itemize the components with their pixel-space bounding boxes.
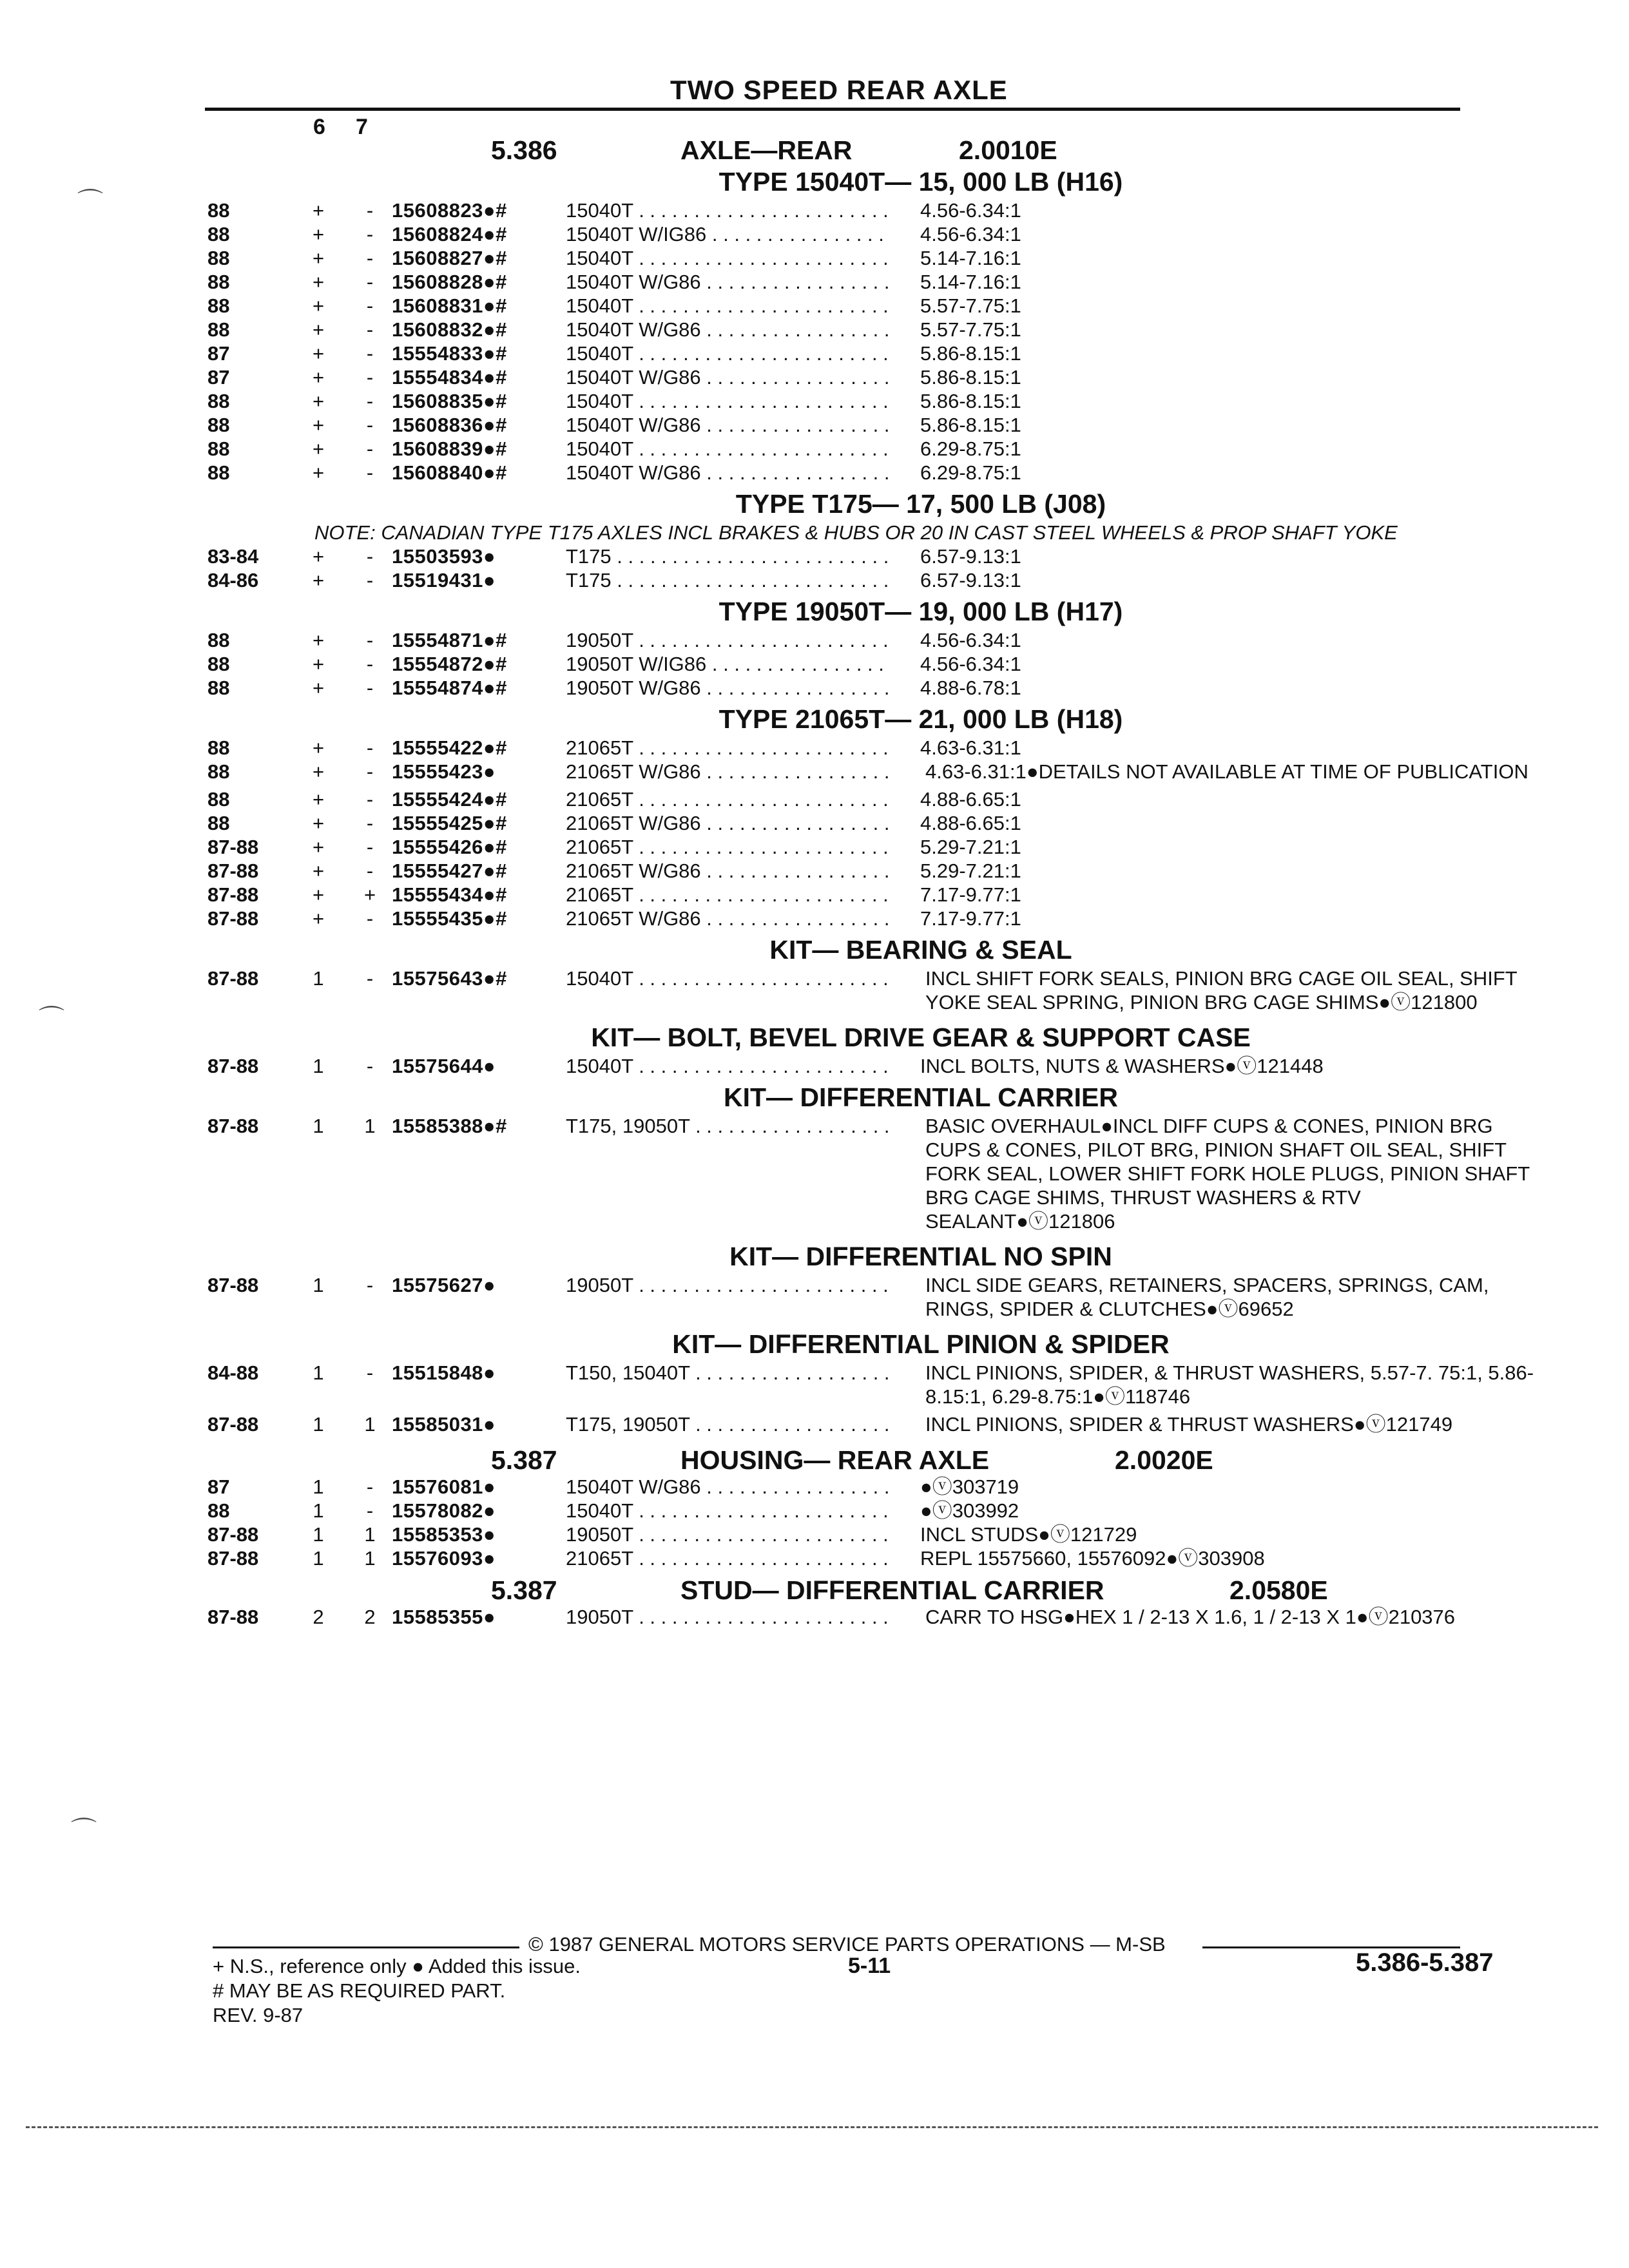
part-row [0, 341, 1629, 365]
part-number: 15554834●# [392, 366, 507, 389]
qty-col-7: - [366, 247, 374, 269]
model-year: 88 [207, 812, 230, 834]
qty-col-7: - [366, 967, 374, 990]
part-remarks: REPL 15575660, 15576092●ⓥ303908 [920, 1547, 1265, 1570]
part-row [0, 966, 1629, 1014]
part-remarks: 5.86-8.15:1 [920, 366, 1021, 389]
part-description: 19050T W/G86 . . . [566, 676, 891, 700]
qty-col-7: 1 [364, 1547, 376, 1570]
model-year: 87-88 [207, 1413, 259, 1436]
qty-col-7: - [366, 318, 374, 341]
part-number: 15555426●# [392, 836, 507, 858]
part-description: 15040T . . . [566, 437, 891, 461]
section-number: 5.386 [491, 135, 557, 165]
qty-col-7: - [366, 569, 374, 591]
qty-col-6: + [312, 366, 325, 389]
part-remarks: INCL BOLTS, NUTS & WASHERS●ⓥ121448 [920, 1055, 1324, 1077]
legend-ns-added: + N.S., reference only ● Added this issue. [213, 1955, 581, 1977]
qty-col-7: - [366, 788, 374, 811]
part-row [0, 389, 1629, 413]
qty-col-6: + [312, 414, 325, 436]
qty-col-7: - [366, 545, 374, 568]
subsection-heading: TYPE 19050T— 19, 000 LB (H17) [718, 597, 1123, 626]
model-year: 87-88 [207, 883, 259, 906]
qty-col-7: + [363, 883, 376, 906]
part-description: 15040T . . . [566, 341, 891, 365]
qty-col-6: 1 [313, 1361, 324, 1384]
section-number: 5.387 [491, 1445, 557, 1475]
qty-col-6: + [312, 461, 325, 484]
qty-col-6: + [312, 545, 325, 568]
qty-col-6: + [312, 653, 325, 675]
subsection-heading: TYPE 15040T— 15, 000 LB (H16) [718, 167, 1123, 197]
part-row [0, 222, 1629, 246]
part-row [0, 294, 1629, 318]
model-year: 88 [207, 247, 230, 269]
part-description: 15040T . . . [566, 1499, 891, 1523]
part-remarks: 5.86-8.15:1 [920, 414, 1021, 436]
qty-col-6: 1 [313, 1274, 324, 1296]
part-description: T175 . . . [566, 568, 891, 592]
part-row [0, 1523, 1629, 1546]
part-row [0, 318, 1629, 341]
part-row [0, 568, 1629, 592]
part-number: 15585388●# [392, 1115, 507, 1137]
part-description: 21065T . . . [566, 787, 891, 811]
part-description: 19050T . . . [566, 628, 891, 652]
legend-as-required: # MAY BE AS REQUIRED PART. [213, 1979, 506, 2002]
part-row [0, 544, 1629, 568]
part-remarks: 4.88-6.65:1 [920, 788, 1021, 811]
model-year: 88 [207, 437, 230, 460]
qty-col-6: + [312, 812, 325, 834]
model-year: 87-88 [207, 907, 259, 930]
qty-col-6: 1 [313, 1547, 324, 1570]
subsection-heading: TYPE 21065T— 21, 000 LB (H18) [718, 704, 1123, 734]
part-remarks: 5.14-7.16:1 [920, 247, 1021, 269]
qty-col-6: + [312, 569, 325, 591]
part-remarks: 5.86-8.15:1 [920, 342, 1021, 365]
section-number: 5.387 [491, 1575, 557, 1605]
qty-col-7: - [366, 223, 374, 245]
margin-mark: ⌒ [39, 1005, 64, 1033]
part-description: 21065T W/G86 . . . [566, 760, 891, 783]
part-number: 15555427●# [392, 860, 507, 882]
qty-col-6: + [312, 199, 325, 222]
part-description: 15040T . . . [566, 1054, 891, 1078]
subsection-heading: KIT— BOLT, BEVEL DRIVE GEAR & SUPPORT CASE [591, 1023, 1251, 1052]
qty-col-7: 1 [364, 1523, 376, 1546]
part-remarks: CARR TO HSG●HEX 1 / 2-13 X 1.6, 1 / 2-13 X 1●ⓥ210376 [925, 1606, 1456, 1628]
part-row [0, 246, 1629, 270]
qty-col-6: + [312, 247, 325, 269]
part-description: 15040T W/G86 . . . [566, 365, 891, 389]
qty-col-6: + [312, 271, 325, 293]
section-name: AXLE—REAR [680, 135, 853, 165]
part-number: 15555425●# [392, 812, 507, 834]
section-heading [0, 1443, 1629, 1475]
part-row [0, 652, 1629, 676]
part-remarks: 6.57-9.13:1 [920, 569, 1021, 591]
model-year: 87-88 [207, 1523, 259, 1546]
model-year: 87-88 [207, 1606, 259, 1628]
model-year: 88 [207, 1499, 230, 1522]
part-number: 15576093● [392, 1547, 496, 1570]
part-number: 15608831●# [392, 294, 507, 317]
part-description: 21065T W/G86 . . . [566, 811, 891, 835]
qty-col-6: 1 [313, 1115, 324, 1137]
qty-col-7: - [366, 342, 374, 365]
part-number: 15575644● [392, 1055, 496, 1077]
qty-col-7: - [366, 677, 374, 699]
qty-col-6: 2 [313, 1606, 324, 1628]
footer-rule-left [213, 1946, 519, 1948]
qty-col-7: - [366, 414, 374, 436]
page-title: TWO SPEED REAR AXLE [670, 75, 1008, 105]
part-row [0, 736, 1629, 760]
header-rule [205, 108, 1460, 111]
part-number: 15608827●# [392, 247, 507, 269]
part-remarks: INCL PINIONS, SPIDER, & THRUST WASHERS, 5.57-7. 75:1, 5.86-8.15:1, 6.29-8.75:1●ⓥ118746 [925, 1361, 1534, 1408]
qty-col-6: + [312, 629, 325, 651]
model-year: 87-88 [207, 1547, 259, 1570]
qty-col-6: + [312, 788, 325, 811]
part-remarks: 6.57-9.13:1 [920, 545, 1021, 568]
model-year: 88 [207, 629, 230, 651]
part-row [0, 1114, 1629, 1233]
qty-col-6: + [312, 342, 325, 365]
part-description: 15040T . . . [566, 294, 891, 318]
model-year: 88 [207, 390, 230, 412]
model-year: 88 [207, 271, 230, 293]
qty-col-7: - [366, 629, 374, 651]
part-remarks: 6.29-8.75:1 [920, 461, 1021, 484]
part-number: 15519431● [392, 569, 496, 591]
part-remarks: 5.57-7.75:1 [920, 318, 1021, 341]
qty-col-6: + [312, 318, 325, 341]
part-remarks: ●ⓥ303719 [920, 1475, 1019, 1498]
part-description: 21065T . . . [566, 835, 891, 859]
margin-mark: ⌒ [71, 1817, 97, 1845]
part-remarks: 4.56-6.34:1 [920, 199, 1021, 222]
part-number: 15608832●# [392, 318, 507, 341]
part-number: 15578082● [392, 1499, 496, 1522]
part-remarks: 5.14-7.16:1 [920, 271, 1021, 293]
part-number: 15515848● [392, 1361, 496, 1384]
part-number: 15585355● [392, 1606, 496, 1628]
part-row [0, 1499, 1629, 1523]
subsection-heading: KIT— BEARING & SEAL [769, 935, 1072, 965]
model-year: 87 [207, 1475, 230, 1498]
model-year: 88 [207, 736, 230, 759]
column-header-7: 7 [356, 115, 368, 139]
part-remarks: BASIC OVERHAUL●INCL DIFF CUPS & CONES, PINION BRG CUPS & CONES, PILOT BRG, PINION SHAFT OIL SEAL, SHIFT FORK SEAL, LOWER SHIFT FORK HOLE PLUGS, PINION SHAFT BRG CAGE SHIMS, THRUST WASHERS & RTV SEALANT●ⓥ121806 [925, 1115, 1530, 1233]
model-year: 87-88 [207, 836, 259, 858]
revision: REV. 9-87 [213, 2004, 304, 2026]
part-number: 15608823●# [392, 199, 507, 222]
qty-col-6: + [312, 294, 325, 317]
model-year: 87-88 [207, 1274, 259, 1296]
part-number: 15608835●# [392, 390, 507, 412]
part-remarks: 5.57-7.75:1 [920, 294, 1021, 317]
part-row [0, 676, 1629, 700]
column-header-6: 6 [313, 115, 325, 139]
qty-col-6: + [312, 677, 325, 699]
part-remarks: 5.29-7.21:1 [920, 860, 1021, 882]
qty-col-6: + [312, 907, 325, 930]
qty-col-7: 1 [364, 1413, 376, 1436]
qty-col-6: + [312, 736, 325, 759]
part-remarks: 5.29-7.21:1 [920, 836, 1021, 858]
part-number: 15555435●# [392, 907, 507, 930]
part-description: 15040T . . . [566, 198, 891, 222]
qty-col-7: 2 [364, 1606, 376, 1628]
part-number: 15608824●# [392, 223, 507, 245]
part-row [0, 461, 1629, 485]
part-description: 15040T . . . [566, 389, 891, 413]
part-row [0, 1273, 1629, 1321]
qty-col-6: 1 [313, 1055, 324, 1077]
part-row [0, 760, 1629, 783]
part-row [0, 1412, 1629, 1436]
part-row [0, 787, 1629, 811]
qty-col-6: 1 [313, 1523, 324, 1546]
qty-col-7: - [366, 907, 374, 930]
model-year: 88 [207, 677, 230, 699]
part-remarks: 4.88-6.78:1 [920, 677, 1021, 699]
qty-col-6: 1 [313, 967, 324, 990]
qty-col-7: - [366, 1274, 374, 1296]
part-row [0, 1054, 1629, 1078]
part-remarks: 7.17-9.77:1 [920, 907, 1021, 930]
part-description: T150, 15040T . . . [566, 1361, 891, 1385]
part-number: 15554871●# [392, 629, 507, 651]
model-year: 88 [207, 318, 230, 341]
parts-listing [0, 133, 1629, 1635]
part-description: 19050T . . . [566, 1273, 891, 1297]
part-remarks: 4.56-6.34:1 [920, 223, 1021, 245]
page-number: 5-11 [848, 1954, 891, 1978]
qty-col-6: 1 [313, 1413, 324, 1436]
subsection-heading: KIT— DIFFERENTIAL PINION & SPIDER [672, 1329, 1170, 1359]
part-description: 19050T W/IG86 . . . [566, 652, 891, 676]
section-code: 2.0580E [1229, 1575, 1328, 1605]
model-year: 84-88 [207, 1361, 259, 1384]
part-description: T175 . . . [566, 544, 891, 568]
qty-col-7: - [366, 836, 374, 858]
model-year: 87 [207, 366, 230, 389]
part-description: 21065T W/G86 . . . [566, 907, 891, 930]
section-heading [0, 133, 1629, 165]
part-remarks: 4.63-6.31:1●DETAILS NOT AVAILABLE AT TIME OF PUBLICATION [925, 760, 1528, 783]
model-year: 83-84 [207, 545, 259, 568]
part-description: 19050T . . . [566, 1523, 891, 1546]
part-row [0, 883, 1629, 907]
part-remarks: 4.56-6.34:1 [920, 629, 1021, 651]
qty-col-7: - [366, 1499, 374, 1522]
note-text: NOTE: CANADIAN TYPE T175 AXLES INCL BRAKES & HUBS OR 20 IN CAST STEEL WHEELS & PROP SHAFT YOKE [314, 521, 1398, 544]
qty-col-6: + [312, 883, 325, 906]
part-description: 15040T W/G86 . . . [566, 461, 891, 485]
qty-col-7: - [366, 461, 374, 484]
part-description: T175, 19050T . . . [566, 1114, 891, 1138]
qty-col-7: - [366, 366, 374, 389]
qty-col-7: - [366, 1475, 374, 1498]
qty-col-7: - [366, 294, 374, 317]
section-code: 2.0010E [959, 135, 1057, 165]
part-row [0, 1546, 1629, 1570]
part-number: 15555422●# [392, 736, 507, 759]
part-remarks: 4.56-6.34:1 [920, 653, 1021, 675]
part-number: 15555434●# [392, 883, 507, 906]
part-number: 15585031● [392, 1413, 496, 1436]
qty-col-6: 1 [313, 1475, 324, 1498]
part-row [0, 1605, 1629, 1629]
part-number: 15554833●# [392, 342, 507, 365]
part-row [0, 365, 1629, 389]
part-description: 21065T . . . [566, 736, 891, 760]
qty-col-6: + [312, 836, 325, 858]
qty-col-7: - [366, 1361, 374, 1384]
part-remarks: 5.86-8.15:1 [920, 390, 1021, 412]
part-description: 15040T W/IG86 . . . [566, 222, 891, 246]
model-year: 88 [207, 223, 230, 245]
part-row [0, 811, 1629, 835]
part-number: 15608836●# [392, 414, 507, 436]
part-number: 15585353● [392, 1523, 496, 1546]
part-row [0, 1475, 1629, 1499]
qty-col-7: 1 [364, 1115, 376, 1137]
scan-edge-line [26, 2126, 1598, 2128]
model-year: 87-88 [207, 1115, 259, 1137]
qty-col-7: - [366, 760, 374, 783]
part-description: 15040T W/G86 . . . [566, 1475, 891, 1499]
part-number: 15608840●# [392, 461, 507, 484]
part-number: 15555423● [392, 760, 496, 783]
part-description: T175, 19050T . . . [566, 1412, 891, 1436]
qty-col-7: - [366, 1055, 374, 1077]
model-year: 88 [207, 760, 230, 783]
section-range: 5.386-5.387 [1356, 1948, 1494, 1977]
model-year: 88 [207, 199, 230, 222]
section-heading [0, 1573, 1629, 1605]
qty-col-7: - [366, 812, 374, 834]
part-number: 15554872●# [392, 653, 507, 675]
part-description: 15040T W/G86 . . . [566, 318, 891, 341]
part-number: 15576081● [392, 1475, 496, 1498]
margin-mark: ⌒ [77, 188, 103, 216]
part-row [0, 907, 1629, 930]
qty-col-7: - [366, 271, 374, 293]
qty-col-7: - [366, 653, 374, 675]
qty-col-6: + [312, 390, 325, 412]
part-row [0, 437, 1629, 461]
model-year: 88 [207, 788, 230, 811]
part-description: 15040T W/G86 . . . [566, 413, 891, 437]
model-year: 88 [207, 461, 230, 484]
model-year: 87-88 [207, 1055, 259, 1077]
part-remarks: 6.29-8.75:1 [920, 437, 1021, 460]
qty-col-6: + [312, 223, 325, 245]
part-description: 21065T . . . [566, 1546, 891, 1570]
model-year: 88 [207, 294, 230, 317]
part-remarks: INCL SHIFT FORK SEALS, PINION BRG CAGE OIL SEAL, SHIFT YOKE SEAL SPRING, PINION BRG CAGE SHIMS●ⓥ121800 [925, 967, 1518, 1014]
model-year: 88 [207, 653, 230, 675]
subsection-heading: KIT— DIFFERENTIAL NO SPIN [729, 1242, 1112, 1271]
part-number: 15608828●# [392, 271, 507, 293]
qty-col-7: - [366, 736, 374, 759]
part-description: 15040T . . . [566, 246, 891, 270]
part-row [0, 859, 1629, 883]
part-remarks: INCL PINIONS, SPIDER & THRUST WASHERS●ⓥ121749 [925, 1413, 1453, 1436]
qty-col-7: - [366, 199, 374, 222]
subsection-heading: TYPE T175— 17, 500 LB (J08) [735, 489, 1106, 519]
qty-col-7: - [366, 390, 374, 412]
part-description: 15040T . . . [566, 966, 891, 990]
part-row [0, 628, 1629, 652]
part-number: 15575627● [392, 1274, 496, 1296]
section-code: 2.0020E [1115, 1445, 1213, 1475]
part-row [0, 413, 1629, 437]
part-remarks: 7.17-9.77:1 [920, 883, 1021, 906]
model-year: 87-88 [207, 967, 259, 990]
model-year: 87-88 [207, 860, 259, 882]
qty-col-6: + [312, 437, 325, 460]
qty-col-7: - [366, 437, 374, 460]
qty-col-6: 1 [313, 1499, 324, 1522]
part-remarks: INCL STUDS●ⓥ121729 [920, 1523, 1137, 1546]
part-remarks: ●ⓥ303992 [920, 1499, 1019, 1522]
part-number: 15575643●# [392, 967, 507, 990]
part-number: 15555424●# [392, 788, 507, 811]
part-row [0, 835, 1629, 859]
section-name: HOUSING— REAR AXLE [680, 1445, 990, 1475]
part-remarks: INCL SIDE GEARS, RETAINERS, SPACERS, SPRINGS, CAM, RINGS, SPIDER & CLUTCHES●ⓥ69652 [925, 1274, 1489, 1320]
copyright: © 1987 GENERAL MOTORS SERVICE PARTS OPERATIONS — M-SB [528, 1933, 1166, 1956]
subsection-heading: KIT— DIFFERENTIAL CARRIER [724, 1082, 1118, 1112]
qty-col-7: - [366, 860, 374, 882]
model-year: 84-86 [207, 569, 259, 591]
part-description: 21065T . . . [566, 883, 891, 907]
qty-col-6: + [312, 860, 325, 882]
part-number: 15554874●# [392, 677, 507, 699]
qty-col-6: + [312, 760, 325, 783]
part-description: 19050T . . . [566, 1605, 891, 1629]
part-description: 15040T W/G86 . . . [566, 270, 891, 294]
part-description: 21065T W/G86 . . . [566, 859, 891, 883]
model-year: 88 [207, 414, 230, 436]
part-row [0, 1361, 1629, 1408]
part-number: 15503593● [392, 545, 496, 568]
model-year: 87 [207, 342, 230, 365]
part-row [0, 198, 1629, 222]
part-row [0, 270, 1629, 294]
section-name: STUD— DIFFERENTIAL CARRIER [680, 1575, 1104, 1605]
part-number: 15608839●# [392, 437, 507, 460]
part-remarks: 4.63-6.31:1 [920, 736, 1021, 759]
part-remarks: 4.88-6.65:1 [920, 812, 1021, 834]
